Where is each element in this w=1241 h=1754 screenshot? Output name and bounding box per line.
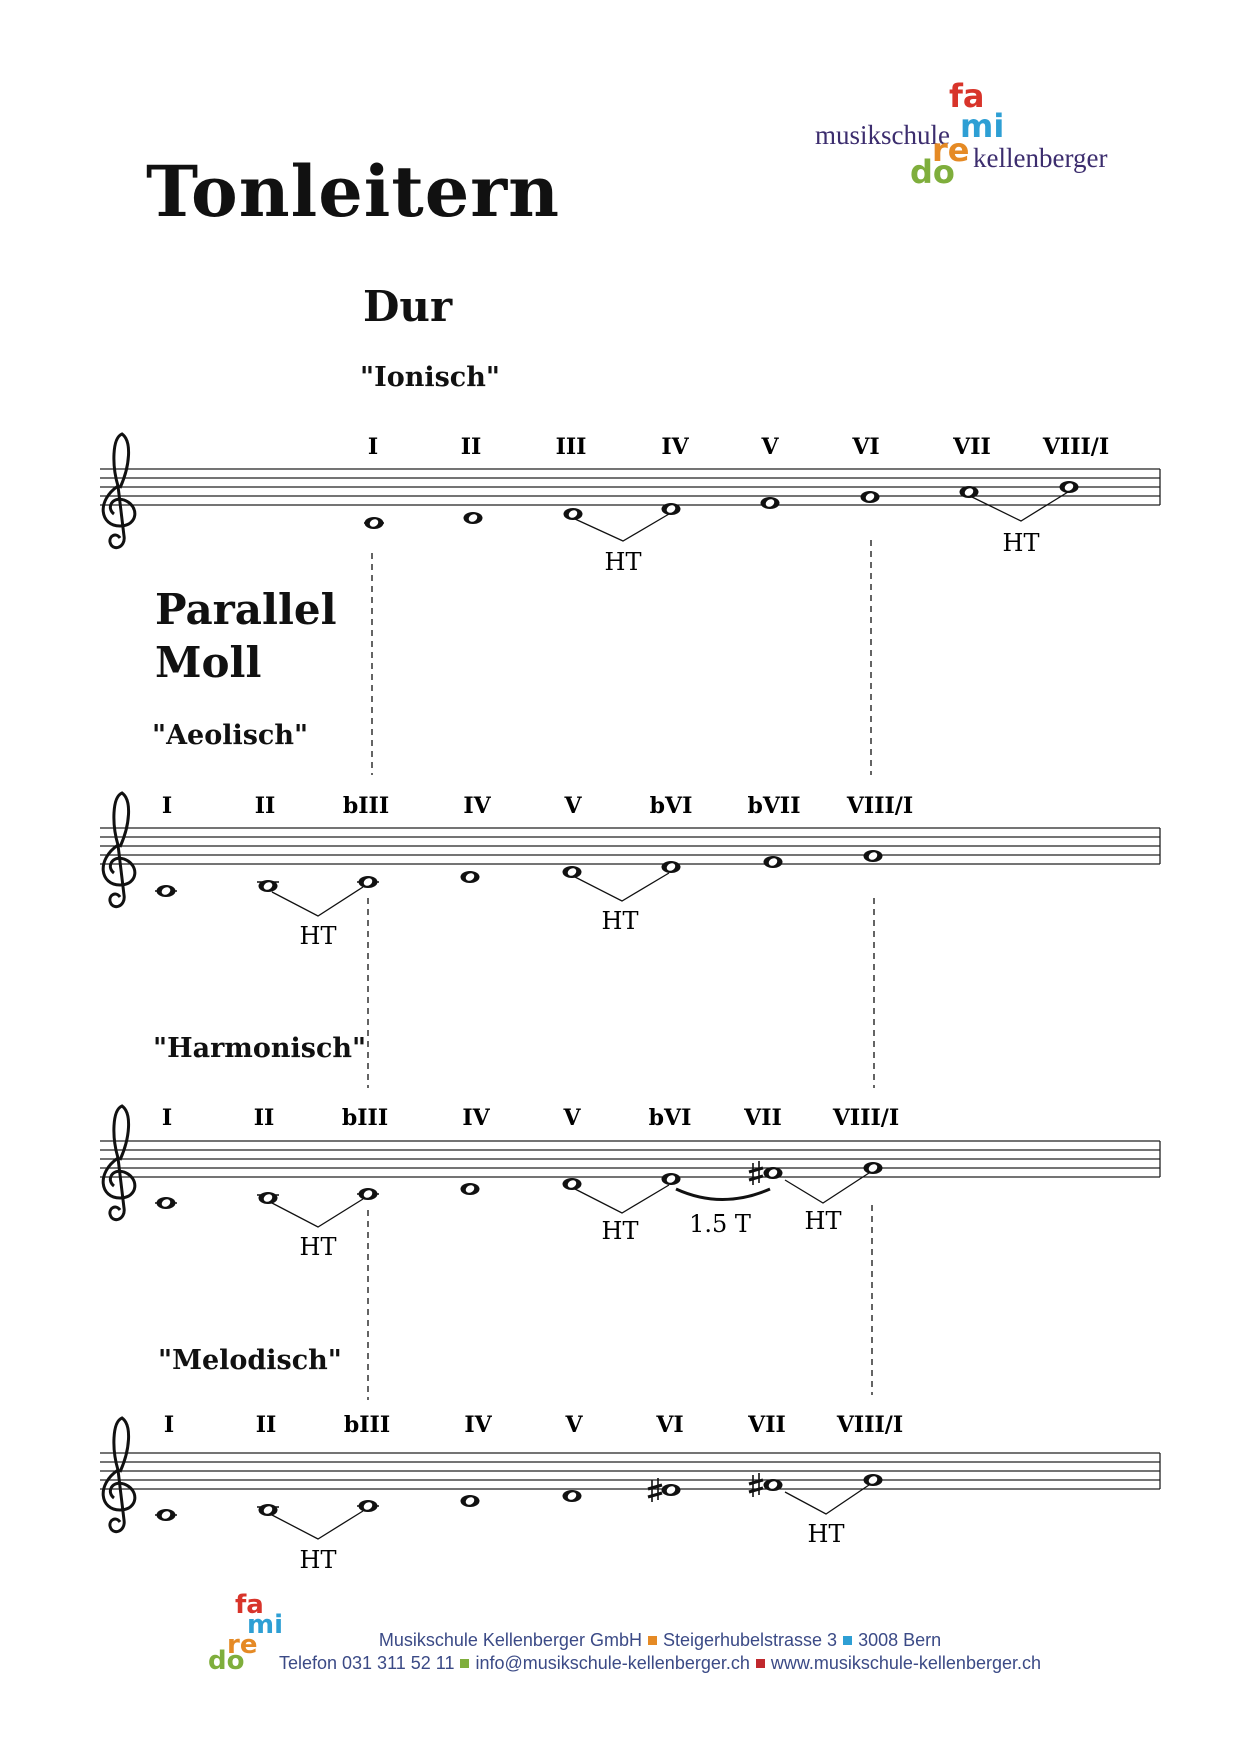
logo-syllable-fa: fa — [949, 77, 985, 115]
note-a-high — [864, 850, 883, 862]
degree-label: I — [163, 1412, 175, 1438]
mode-label-harmonisch: "Harmonisch" — [153, 1033, 367, 1064]
footer-phone: Telefon 031 311 52 11 — [278, 1653, 455, 1673]
degree-label: V — [563, 1105, 581, 1131]
section-heading-dur: Dur — [363, 282, 453, 331]
interval-label: 1.5 T — [689, 1210, 751, 1238]
separator-square-icon — [843, 1636, 852, 1645]
degree-label: III — [555, 434, 587, 460]
note-f — [662, 1173, 681, 1185]
degree-label: bIII — [341, 1105, 389, 1131]
interval-label: HT — [299, 1546, 337, 1574]
dashed-connectors — [368, 540, 874, 1400]
sharp-icon — [749, 1161, 763, 1185]
note-g — [764, 856, 783, 868]
separator-square-icon — [756, 1659, 765, 1668]
note-a-high — [864, 1474, 883, 1486]
note-c — [365, 517, 384, 529]
degree-label: VIII/I — [846, 793, 914, 819]
logo-text-musikschule: musikschule — [815, 120, 950, 150]
degree-label: bVII — [747, 793, 801, 819]
degree-label: V — [564, 793, 582, 819]
degree-label: bVI — [648, 1105, 692, 1131]
degree-label: VIII/I — [1042, 434, 1110, 460]
degree-label: bIII — [342, 793, 390, 819]
treble-clef-icon — [103, 434, 135, 548]
note-b — [259, 1192, 278, 1204]
degree-label: V — [761, 434, 779, 460]
note-g-sharp — [764, 1167, 783, 1179]
footer-contact — [240, 1653, 1080, 1674]
degree-label: II — [460, 434, 482, 460]
interval-label: HT — [804, 1207, 842, 1235]
note-e — [563, 1178, 582, 1190]
mode-label-aeolisch: "Aeolisch" — [152, 720, 309, 751]
degree-label: IV — [464, 1412, 492, 1438]
note-b — [259, 1504, 278, 1516]
interval-label: HT — [1002, 529, 1040, 557]
interval-label: HT — [807, 1520, 845, 1548]
note-c — [359, 1188, 378, 1200]
degree-label: I — [161, 1105, 173, 1131]
footer-company: Musikschule Kellenberger GmbH — [378, 1630, 642, 1650]
logo-syllable-re: re — [932, 131, 970, 169]
note-e — [563, 1490, 582, 1502]
logo-syllable-do: do — [208, 1646, 245, 1676]
sharp-icon — [648, 1478, 662, 1502]
treble-clef-icon — [103, 1418, 135, 1532]
note-f — [662, 503, 681, 515]
logo-syllable-re: re — [227, 1630, 258, 1660]
degree-label: VII — [744, 1105, 782, 1131]
section-heading-parallel: Parallel — [155, 585, 337, 634]
mode-label-ionisch: "Ionisch" — [360, 362, 500, 393]
note-c — [359, 1500, 378, 1512]
section-heading-moll: Moll — [155, 638, 262, 687]
note-d — [461, 1495, 480, 1507]
note-a — [157, 1197, 176, 1209]
footer-street: Steigerhubelstrasse 3 — [662, 1630, 838, 1650]
note-b — [960, 486, 979, 498]
interval-label: HT — [601, 1217, 639, 1245]
logo-syllable-mi: mi — [960, 107, 1005, 145]
note-b — [259, 880, 278, 892]
degree-label: IV — [661, 434, 689, 460]
note-a — [861, 491, 880, 503]
degree-label: I — [161, 793, 173, 819]
note-a — [157, 1509, 176, 1521]
note-d — [464, 512, 483, 524]
degree-label: VI — [852, 434, 880, 460]
degree-label: II — [255, 1412, 277, 1438]
interval-label: HT — [601, 907, 639, 935]
logo-syllable-mi: mi — [247, 1610, 284, 1640]
degree-label: VIII/I — [836, 1412, 904, 1438]
note-e — [564, 508, 583, 520]
degree-label: IV — [462, 1105, 490, 1131]
note-a — [157, 885, 176, 897]
note-c — [359, 876, 378, 888]
footer-website[interactable]: www.musikschule-kellenberger.ch — [770, 1653, 1041, 1673]
degree-label: VIII/I — [832, 1105, 900, 1131]
degree-label: bIII — [343, 1412, 391, 1438]
treble-clef-icon — [103, 793, 135, 907]
degree-label: II — [254, 793, 276, 819]
interval-label: HT — [299, 1233, 337, 1261]
degree-label: VI — [656, 1412, 684, 1438]
note-a-high — [864, 1162, 883, 1174]
logo-text-kellenberger: kellenberger — [973, 143, 1108, 173]
degree-label: VII — [953, 434, 991, 460]
degree-label: II — [253, 1105, 275, 1131]
degree-label: VII — [748, 1412, 786, 1438]
note-g-sharp — [764, 1479, 783, 1491]
staff-ionisch — [100, 434, 1160, 548]
logo-syllable-fa: fa — [235, 1590, 264, 1620]
interval-label: HT — [299, 922, 337, 950]
separator-square-icon — [460, 1659, 469, 1668]
degree-label: I — [367, 434, 379, 460]
separator-square-icon — [648, 1636, 657, 1645]
degree-label: V — [565, 1412, 583, 1438]
interval-label: HT — [604, 548, 642, 576]
degree-label: IV — [463, 793, 491, 819]
logo-syllable-do: do — [910, 153, 955, 191]
note-f — [662, 861, 681, 873]
note-c-high — [1060, 481, 1079, 493]
note-d — [461, 1183, 480, 1195]
degree-label: bVI — [649, 793, 693, 819]
note-g — [761, 497, 780, 509]
footer-email[interactable]: info@musikschule-kellenberger.ch — [475, 1653, 750, 1673]
note-f-sharp — [662, 1484, 681, 1496]
mode-label-melodisch: "Melodisch" — [158, 1345, 342, 1376]
note-d — [461, 871, 480, 883]
footer-city: 3008 Bern — [858, 1630, 942, 1650]
footer-address — [240, 1630, 1080, 1651]
note-e — [563, 866, 582, 878]
treble-clef-icon — [103, 1106, 135, 1220]
sharp-icon — [749, 1473, 763, 1497]
page-title: Tonleitern — [146, 150, 561, 233]
